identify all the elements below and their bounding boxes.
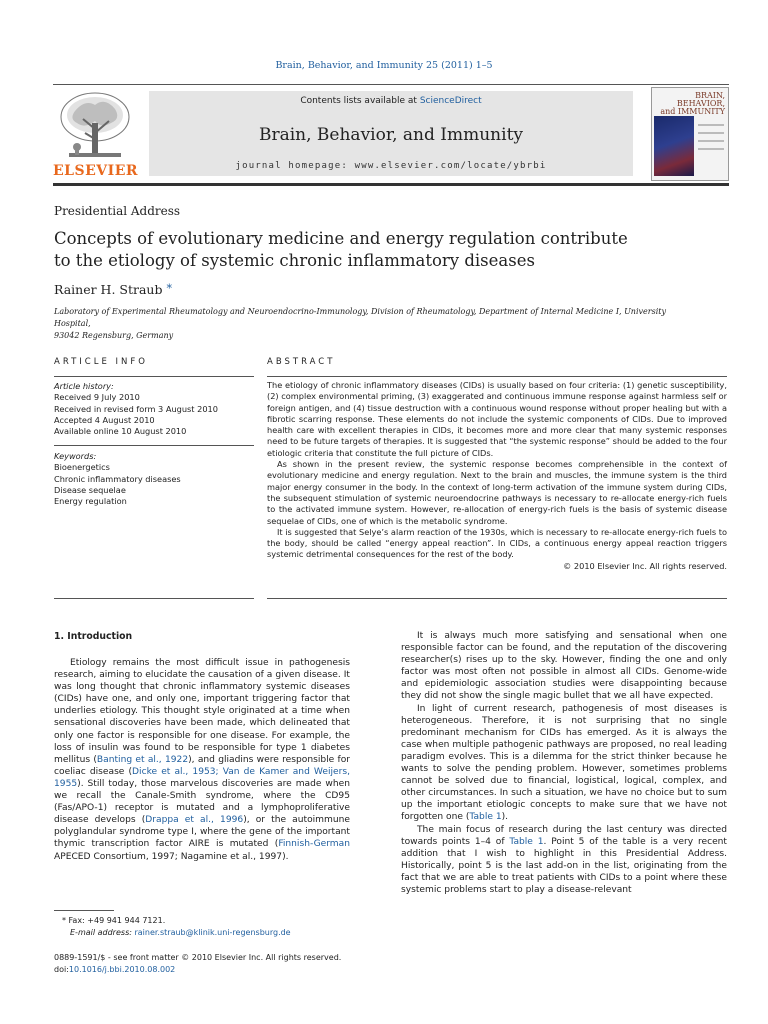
body-column-right [401, 630, 727, 896]
journal-masthead [53, 84, 729, 186]
divider [54, 598, 254, 599]
reference-link[interactable]: Banting et al., 1922 [96, 754, 189, 765]
history-label: Article history: [54, 381, 114, 391]
history-entry: Accepted 4 August 2010 [54, 414, 155, 425]
article-title-line: Concepts of evolutionary medicine and energy regulation contribute [54, 229, 628, 248]
footnotes [54, 915, 354, 938]
history-entry: Received 9 July 2010 [54, 392, 140, 403]
publisher-name: ELSEVIER [53, 163, 139, 179]
text-run: ). [501, 812, 509, 823]
abstract-body [267, 380, 727, 572]
article-section-label: Presidential Address [54, 204, 181, 218]
author-name: Rainer H. Straub [54, 282, 163, 297]
contents-prefix: Contents lists available at [300, 96, 420, 106]
keyword: Chronic inflammatory diseases [54, 473, 181, 484]
text-run: APECED Consortium, 1997; Nagamine et al., 1997). [54, 851, 289, 862]
table-link[interactable]: Table 1 [509, 836, 544, 847]
cover-text-line [698, 132, 724, 134]
cover-text-line [698, 140, 724, 142]
affiliation-line: 93042 Regensburg, Germany [54, 331, 174, 340]
cover-text-line [698, 148, 724, 150]
masthead-center-panel [149, 91, 633, 176]
doi-link[interactable]: 10.1016/j.bbi.2010.08.002 [68, 964, 176, 974]
history-entry: Available online 10 August 2010 [54, 426, 187, 437]
article-title [54, 228, 674, 272]
text-run: ), or the autoimmune polyglandular syndrome type I, where the gene of the important thymic transcription factor AIRE is mutated ( [54, 815, 350, 850]
journal-homepage[interactable]: journal homepage: www.elsevier.com/locate/ybrbi [235, 161, 547, 171]
keywords [54, 451, 254, 507]
corresponding-author-link[interactable]: * [166, 282, 172, 295]
cover-image [654, 116, 694, 176]
article-info-heading: ARTICLE INFO [54, 357, 148, 367]
body-paragraph [401, 824, 727, 897]
footnote-divider [54, 910, 114, 911]
cover-title-line: BRAIN, [695, 91, 725, 100]
keywords-label: Keywords: [54, 451, 97, 461]
keyword: Disease sequelae [54, 484, 126, 495]
divider [267, 598, 727, 599]
article-history [54, 381, 254, 437]
cover-title [660, 92, 725, 116]
footnote-fax: * Fax: +49 941 944 7121. [62, 916, 166, 925]
body-paragraph: It is always much more satisfying and sensational when one responsible factor can be found, and the reputation of the discovering researcher(s) rises up to the sky. However, finding the one and only factor was most often not possible in almost all CIDs. Genome-wide and epidemiologic association studies were disappointing because they did not show the single magic bullet that we all have expected. [401, 631, 727, 702]
body-paragraph [401, 703, 727, 824]
article-title-line: to the etiology of systemic chronic inflammatory diseases [54, 251, 535, 270]
journal-cover-thumbnail [651, 87, 729, 181]
journal-title: Brain, Behavior, and Immunity [258, 125, 524, 145]
abstract-paragraph: As shown in the present review, the systemic response becomes comprehensible in the context of evolutionary medicine and energy regulation. Next to the brain and muscles, the immune system is the third major energy consumer in the body. In the context of long-term activation of the immune system during CIDs, the subsequent stimulation of systemic neuroendocrine pathways is necessary to re-allocate energy-rich fuels to the activated immune system. However, re-allocation of energy-rich fuels is the basis of systemic disease sequelae of CIDs, one of which is the metabolic syndrome. [267, 459, 727, 526]
email-label: E-mail address: [70, 927, 135, 937]
text-run: ), and gliadins were responsible for coeliac disease ( [54, 754, 351, 777]
cover-text-line [698, 124, 724, 126]
reference-link[interactable]: Finnish-German [278, 839, 350, 850]
body-column-left [54, 657, 350, 863]
issn-block [54, 952, 374, 975]
keyword: Energy regulation [54, 496, 127, 507]
text-run: . Point 5 of the table is a very recent addition that I wish to highlight in this Presidential Address. Historically, point 5 is the last add-on in the list, originating from the fact that we are able to treat patients with CIDs to a point where these systemic problems start to play a disease-relevant [401, 836, 728, 895]
divider [54, 376, 254, 377]
abstract-paragraph: The etiology of chronic inflammatory diseases (CIDs) is usually based on four criteria: (1) genetic susceptibility, (2) complex environmental priming, (3) exaggerated and continuous immune response against harmless self or foreign antigen, and (4) tissue destruction with a continuous wound response without proper healing but with a fibrotic scarring response. These elements do not include the systemic components of CIDs. Due to improved health care with excellent therapies in CIDs, it becomes more and more clear that many systemic responses need to be future targets of therapies. It is suggested that “the systemic response” should be added to the four etiologic criteria that constitute the full picture of CIDs. [267, 380, 727, 458]
history-entry: Received in revised form 3 August 2010 [54, 403, 218, 414]
text-run: Etiology remains the most difficult issue in pathogenesis research, aiming to elucidate the causation of a given disease. It was long thought that chronic inflammatory systemic diseases (CIDs) have one, and only one, important triggering factor that underlies etiology. This thought style originated at a time when sensational discoveries have been made, which delineated that only one factor is responsible for one disease. For example, the loss of insulin was found to be responsible for type 1 diabetes mellitus ( [54, 658, 350, 765]
reference-link[interactable]: Dicke et al., 1953; Van de Kamer and Weijers, 1955 [54, 766, 350, 789]
issn-line: 0889-1591/$ - see front matter © 2010 Elsevier Inc. All rights reserved. [54, 953, 342, 962]
email-link[interactable]: rainer.straub@klinik.uni-regensburg.de [134, 927, 291, 937]
affiliation-line: Laboratory of Experimental Rheumatology and Neuroendocrino-Immunology, Division of Rheumatology, Department of Internal Medicine I, University Hospital, [54, 307, 666, 328]
sciencedirect-link[interactable]: ScienceDirect [419, 96, 482, 106]
author-affiliation [54, 306, 694, 342]
body-paragraph [54, 657, 350, 863]
text-run: The main focus of research during the last century was directed towards points 1–4 of [401, 824, 727, 847]
abstract-paragraph: It is suggested that Selye’s alarm reaction of the 1930s, which is necessary to re-allocate energy-rich fuels to the body, should be called “energy appeal reaction”. In CIDs, a continuous energy appeal reaction triggers systemic detrimental consequences for the rest of the body. [267, 526, 727, 560]
divider [54, 445, 254, 446]
copyright-notice: © 2010 Elsevier Inc. All rights reserved. [563, 560, 727, 571]
text-run: In light of current research, pathogenesis of most diseases is heterogeneous. Therefore, it is not surprising that no single predominant mechanism for CIDs has emerged. As it is always the case when multiple pathogenic pathways are proposed, no real leading paradigm evolves. This is a dilemma for the strict thinker because he wants to solve the pending problem. However, sometimes problems cannot be solved due to financial, logistical, logical, complex, and other circumstances. In such a situation, we have no choice but to sum up the important etiologic concepts to make sure that we have not forgotten one ( [401, 703, 727, 823]
keyword: Bioenergetics [54, 462, 110, 473]
cover-title-line: and IMMUNITY [660, 107, 725, 116]
abstract-heading: ABSTRACT [267, 357, 336, 367]
divider [267, 376, 727, 377]
contents-line [149, 96, 633, 106]
author-line [54, 282, 172, 297]
doi-prefix: doi: [54, 964, 69, 974]
table-link[interactable]: Table 1 [469, 812, 502, 823]
text-run: ). Still today, those marvelous discoveries are made when we recall the Canale-Smith syndrome, where the CD95 (Fas/APO-1) receptor is mutated and a lymphoproliferative disease develops ( [54, 778, 350, 826]
reference-link[interactable]: Drappa et al., 1996 [145, 815, 244, 826]
journal-citation[interactable]: Brain, Behavior, and Immunity 25 (2011) 1–5 [275, 60, 493, 71]
section-heading-introduction: 1. Introduction [54, 631, 133, 642]
cover-title-line: BEHAVIOR, [676, 99, 725, 108]
